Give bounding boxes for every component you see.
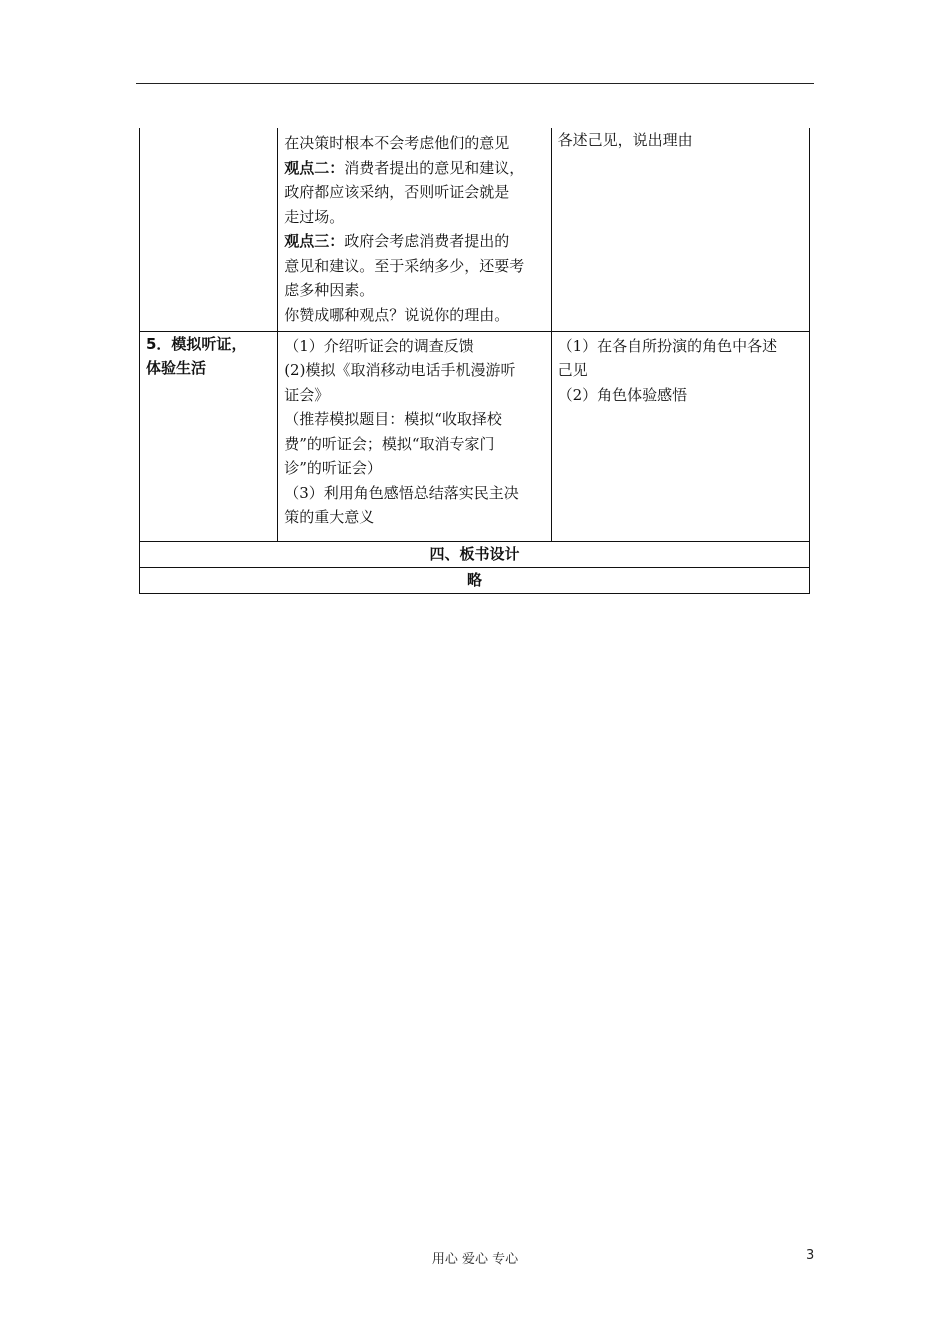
- activity-line: 在决策时根本不会考虑他们的意见: [284, 134, 510, 152]
- lesson-plan-table: [139, 128, 810, 594]
- activity-cell: [278, 331, 551, 541]
- table-row: [140, 128, 810, 331]
- activity-line: 证会》: [284, 385, 330, 404]
- page-number: 3: [806, 1248, 815, 1263]
- activity-line: 策的重大意义: [284, 508, 375, 526]
- header-rule: [136, 83, 814, 84]
- activity-line: 观点二：消费者提出的意见和建议，: [284, 158, 525, 177]
- activity-line: (2)模拟《取消移动电话手机漫游听: [284, 361, 516, 379]
- activity-line: （1）介绍听证会的调查反馈: [284, 336, 474, 355]
- table-row: [140, 567, 810, 593]
- activity-line: （推荐模拟题目：模拟“收取择校: [284, 410, 502, 428]
- activity-line: 虑多种因素。: [284, 281, 375, 299]
- student-activity-line: （1）在各自所扮演的角色中各述: [557, 336, 778, 355]
- student-activity-cell: [551, 128, 809, 331]
- activity-line: 政府都应该采纳，否则听证会就是: [284, 183, 510, 201]
- student-activity-text: 各述己见，说出理由: [557, 131, 693, 149]
- activity-line: 诊”的听证会）: [284, 459, 382, 477]
- student-activity-line: 己见: [557, 361, 588, 379]
- stage-title-line: 5．模拟听证，: [146, 334, 247, 353]
- activity-line: 费”的听证会；模拟“取消专家门: [284, 434, 495, 453]
- footer-motto: 用心 爱心 专心: [431, 1252, 519, 1267]
- section-content: 略: [140, 567, 810, 593]
- stage-cell-empty: [140, 128, 278, 331]
- activity-cell: [278, 128, 551, 331]
- table-row: [140, 331, 810, 541]
- stage-title-line: 体验生活: [146, 359, 207, 377]
- activity-line: 你赞成哪种观点？说说你的理由。: [284, 305, 510, 324]
- activity-line: 走过场。: [284, 207, 345, 226]
- activity-line: 意见和建议。至于采纳多少，还要考: [284, 256, 525, 275]
- student-activity-line: （2）角色体验感悟: [557, 385, 688, 404]
- stage-cell: [140, 331, 278, 541]
- activity-line: 观点三：政府会考虑消费者提出的: [284, 232, 510, 250]
- activity-line: （3）利用角色感悟总结落实民主决: [284, 483, 519, 502]
- table-row: [140, 541, 810, 567]
- student-activity-cell: [551, 331, 809, 541]
- section-heading: 四、板书设计: [140, 541, 810, 567]
